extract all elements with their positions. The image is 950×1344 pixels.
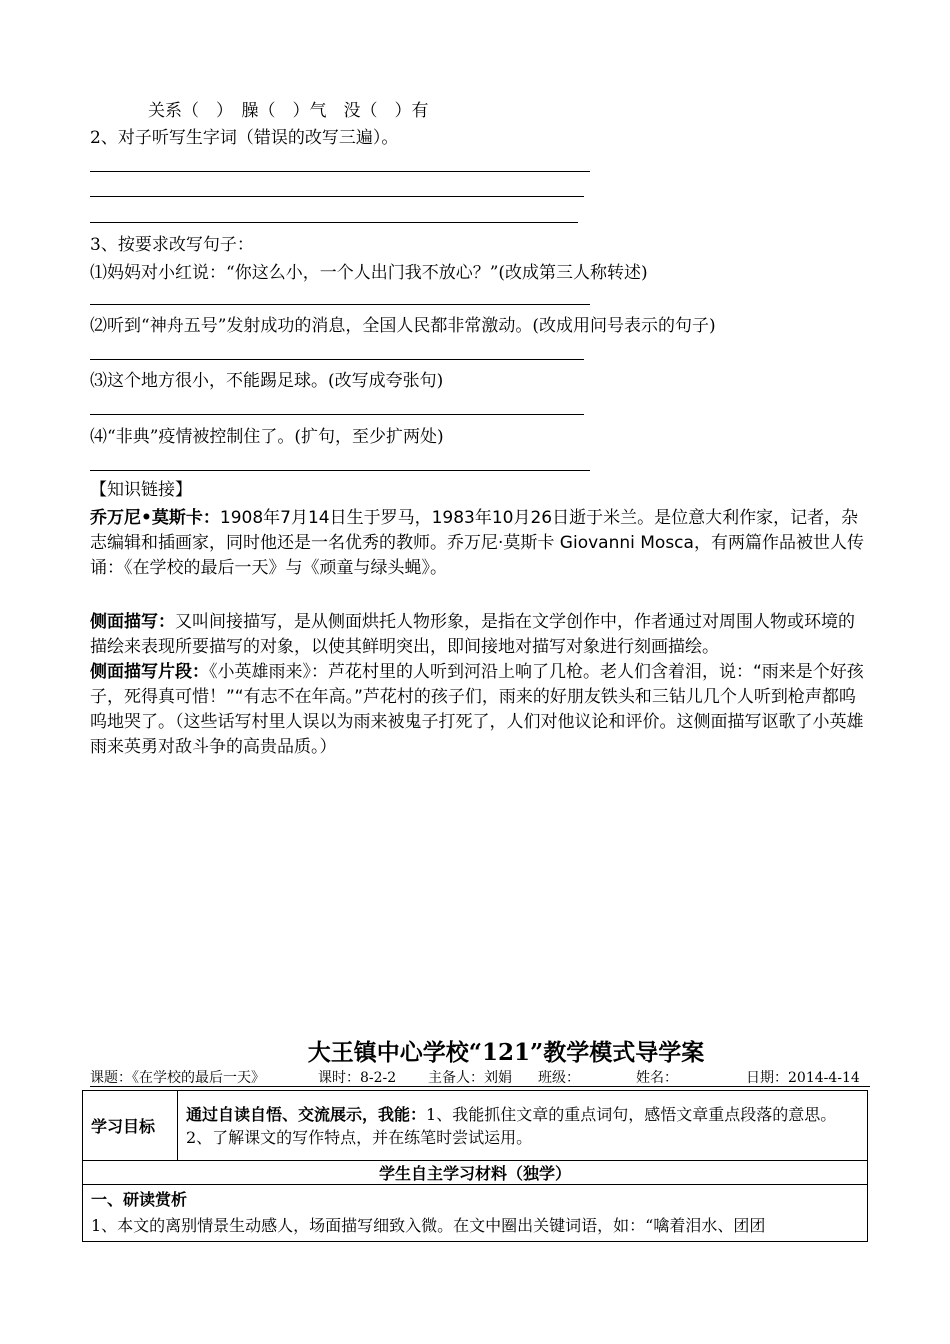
name-label: 姓名： xyxy=(636,1070,678,1086)
class-label: 班级： xyxy=(538,1070,580,1086)
material-header: 学生自主学习材料（独学） xyxy=(83,1161,868,1185)
answer-line xyxy=(90,414,584,415)
plan-meta xyxy=(90,1068,870,1088)
question-2: 2、对子听写生字词（错误的改写三遍）。 xyxy=(90,128,399,148)
goal-cell xyxy=(178,1091,868,1161)
answer-line xyxy=(90,470,590,471)
sentence-1: ⑴妈妈对小红说：“你这么小，一个人出门我不放心？”(改成第三人称转述) xyxy=(90,263,648,283)
question-3: 3、按要求改写句子： xyxy=(90,235,254,255)
answer-line xyxy=(90,171,590,172)
author-text: 1908年7月14日生于罗马，1983年10月26日逝于米兰。是位意大利作家，记者，杂志编辑和插画家，同时他还是一名优秀的教师。乔万尼·莫斯卡 Giovanni Mosca，有两篇作品被世人传诵：《在学校的最后一天》与《顽童与绿头蝇》。 xyxy=(90,508,864,578)
side-description-paragraph xyxy=(90,610,870,660)
side-fragment-text: 《小英雄雨来》：芦花村里的人听到河沿上响了几枪。老人们含着泪，说：“雨来是个好孩子，死得真可惜！”“有志不在年高。”芦花村的孩子们，雨来的好朋友铁头和三钻儿几个人听到枪声都呜呜地哭了。（这些话写村里人误以为雨来被鬼子打死了，人们对他议论和评价。这侧面描写讴歌了小英雄雨来英勇对敌斗争的高贵品质。） xyxy=(90,662,864,757)
sentence-2: ⑵听到“神舟五号”发射成功的消息，全国人民都非常激动。(改成用问号表示的句子) xyxy=(90,316,716,336)
plan-title: 大王镇中心学校“121”教学模式导学案 xyxy=(307,1039,705,1066)
answer-line xyxy=(90,304,590,305)
date: 日期：2014-4-14 xyxy=(746,1070,860,1086)
fill-in-blank-line: 关系（ ） 臊（ ）气 没（ ）有 xyxy=(148,101,429,121)
period: 课时：8-2-2 xyxy=(318,1070,397,1086)
answer-line xyxy=(90,359,584,360)
learning-plan-table xyxy=(82,1090,868,1242)
preparer: 主备人：刘娟 xyxy=(428,1070,512,1086)
side-description-text: 又叫间接描写，是从侧面烘托人物形象，是指在文学创作中，作者通过对周围人物或环境的描绘来表现所要描写的对象，以使其鲜明突出，即间接地对描写对象进行刻画描绘。 xyxy=(90,612,855,657)
material-body xyxy=(83,1185,868,1242)
author-paragraph xyxy=(90,506,870,581)
author-label: 乔万尼•莫斯卡： xyxy=(90,508,220,528)
item-1: 1、本文的离别情景生动感人，场面描写细致入微。在文中圈出关键词语，如：“噙着泪水、团团 xyxy=(91,1216,766,1235)
answer-line xyxy=(90,196,584,197)
side-fragment-label: 侧面描写片段： xyxy=(90,662,209,682)
goal-text: 1、我能抓住文章的重点词句，感悟文章重点段落的意思。 2、了解课文的写作特点，并在练笔时尝试运用。 xyxy=(186,1104,837,1147)
meta-underline xyxy=(90,1086,870,1087)
section-1-heading: 一、研读赏析 xyxy=(91,1190,188,1209)
side-description-label: 侧面描写： xyxy=(90,612,175,632)
topic: 课题：《在学校的最后一天》 xyxy=(90,1070,265,1086)
goal-bold: 通过自读自悟、交流展示，我能： xyxy=(186,1104,427,1124)
knowledge-heading: 【知识链接】 xyxy=(90,480,192,500)
goal-label: 学习目标 xyxy=(83,1091,178,1161)
sentence-4: ⑷“非典”疫情被控制住了。(扩句，至少扩两处) xyxy=(90,427,444,447)
answer-line xyxy=(90,222,578,223)
side-fragment-paragraph xyxy=(90,660,870,760)
sentence-3: ⑶这个地方很小，不能踢足球。(改写成夸张句) xyxy=(90,371,444,391)
